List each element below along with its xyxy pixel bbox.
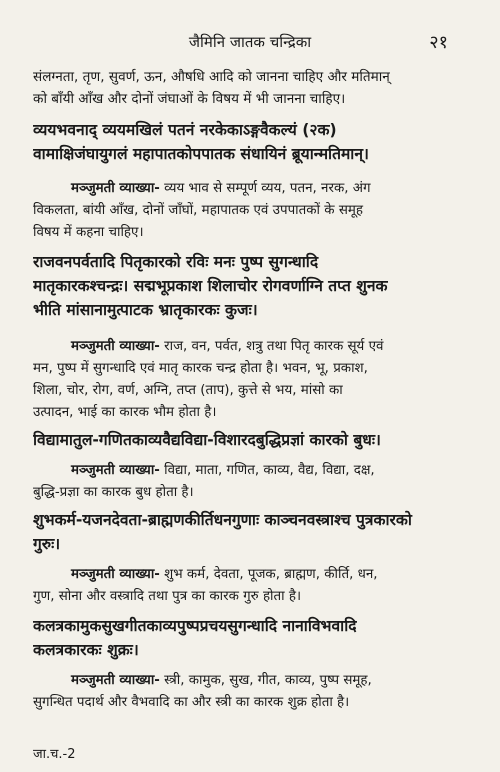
commentary-line: बुद्धि-प्रज्ञा का कारक बुध होता है। [33,485,194,500]
commentary-block [33,564,473,608]
commentary-line [33,564,473,586]
commentary-line: सुगन्धित पदार्थ और वैभवादि का और स्त्री का कारक शुक्र होता है। [33,695,350,710]
commentary-line [33,178,473,200]
commentary-text: स्त्री, कामुक, सुख, गीत, काव्य, पुष्प समूह, [164,673,372,688]
commentary-text: व्यय भाव से सम्पूर्ण व्यय, पतन, नरक, अंग [164,181,371,196]
verse-block [33,508,473,556]
commentary-text: विद्या, माता, गणित, काव्य, वैद्य, विद्या, दक्ष, [164,463,375,478]
verse-line: कलत्रकारकः शुक्रः। [33,641,139,659]
verse-line: शुभकर्म-यजनदेवता-ब्राह्मणकीर्तिधनगुणाः काञ्चनवस्त्राश्च पुत्रकारको [33,511,412,529]
verse-line: वामाक्षिजंघायुगलं महापातकोपपातक संधायिनं ब्रूयान्मतिमान्। [33,145,369,163]
commentary-label: मञ्जुमती व्याख्या- [71,673,160,688]
commentary-label: मञ्जुमती व्याख्या- [71,463,160,478]
verse-line: गुरुः। [33,535,61,553]
commentary-line: विषय में कहना चाहिए। [33,225,144,240]
verse-line: व्ययभवनाद् व्ययमखिलं पतनं नरकेकाऽङ्गवैकल्यं (२क) [33,121,337,139]
signature-mark: जा.च.-2 [33,747,76,762]
commentary-line [33,336,473,358]
verse-line: कलत्रकामुकसुखगीतकाव्यपुष्पप्रचयसुगन्धादि नानाविभवादि [33,617,357,635]
commentary-line: उत्पादन, भाई का कारक भौम होता है। [33,405,217,420]
commentary-block [33,460,473,504]
commentary-label: मञ्जुमती व्याख्या- [71,567,160,582]
commentary-text: राज, वन, पर्वत, शत्रु तथा पितृ कारक सूर्य एवं [164,339,384,354]
intro-line: संलग्नता, तृण, सुवर्ण, ऊन, औषधि आदि को जानना चाहिए और मतिमान् [33,69,390,85]
commentary-text: शुभ कर्म, देवता, पूजक, ब्राह्मण, कीर्ति, धन, [164,567,378,582]
verse-line: राजवनपर्वतादि पितृकारको रविः मनः पुष्प सुगन्धादि [33,253,319,271]
commentary-line: मन, पुष्प में सुगन्धादि एवं मातृ कारक चन्द्र होता है। भवन, भू, प्रकाश, [33,361,368,376]
verse-block [33,428,473,452]
running-title: जैमिनि जातक चन्द्रिका [188,33,312,51]
intro-paragraph [33,66,473,110]
verse-block [33,614,473,662]
commentary-label: मञ्जुमती व्याख्या- [71,339,160,354]
verse-line: विद्यामातुल-गणितकाव्यवैद्यविद्या-विशारदबुद्धिप्रज्ञां कारको बुधः। [33,431,381,449]
commentary-block [33,178,473,244]
commentary-line: विकलता, बांयी आँख, दोनों जाँघों, महापातक एवं उपपातकों के समूह [33,203,363,218]
verse-line: मातृकारकश्चन्द्रः। सद्मभूप्रकाश शिलाचोर रोगवर्णाग्नि तप्त शुनक [33,277,388,295]
commentary-label: मञ्जुमती व्याख्या- [71,181,160,196]
commentary-line: शिला, चोर, रोग, वर्ण, अग्नि, तप्त (ताप), कुत्ते से भय, मांसो का [33,383,343,398]
verse-line: भीति मांसानामुत्पाटक भ्रातृकारकः कुजः। [33,301,258,319]
commentary-block [33,670,473,714]
page-header [0,32,500,54]
commentary-line: गुण, सोना और वस्त्रादि तथा पुत्र का कारक गुरु होता है। [33,589,302,604]
commentary-block [33,336,473,424]
verse-block [33,250,473,322]
commentary-line [33,460,473,482]
page-number: २१ [429,32,448,53]
intro-line: को बाँयी आँख और दोनों जंघाओं के विषय में भी जानना चाहिए। [33,91,346,107]
verse-block [33,118,473,166]
commentary-line [33,670,473,692]
